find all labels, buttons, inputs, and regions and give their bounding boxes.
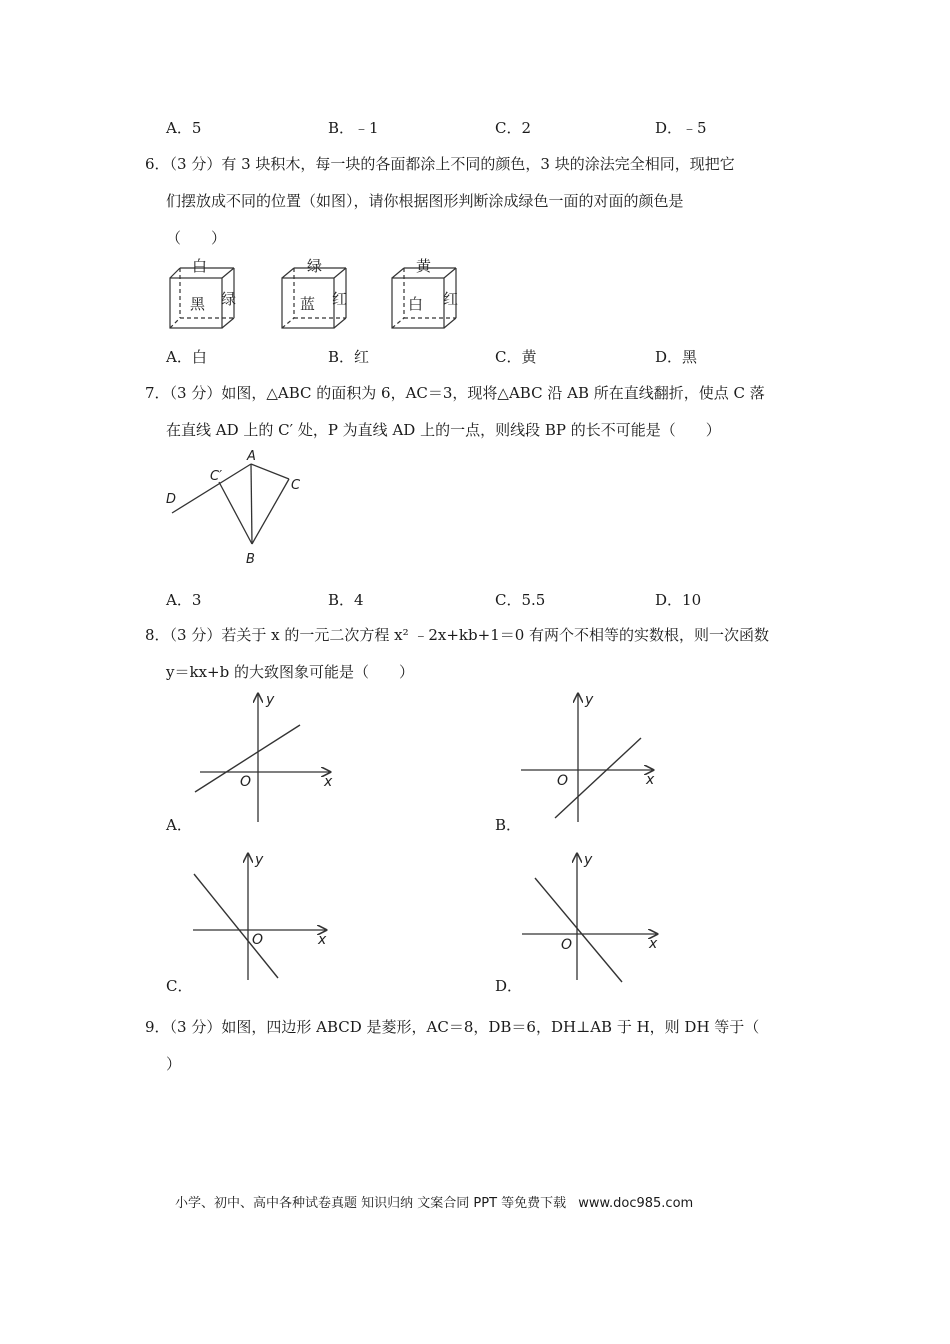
q6-stem-line3: （ ） [166, 229, 227, 247]
graph-d-y-label: y [584, 852, 593, 868]
graph-d-x-label: x [649, 936, 658, 952]
footer-text: 小学、初中、高中各种试卷真题 知识归纳 文案合同 PPT 等免费下载 [175, 1196, 567, 1211]
q8-graph-b [515, 690, 665, 826]
q5-option-d[interactable]: D．﹣5 [655, 119, 707, 137]
q8-stem-line2: y＝kx+b 的大致图象可能是（ ） [166, 663, 414, 681]
q8-stem-line1: 8．（3 分）若关于 x 的一元二次方程 x² ﹣2x+kb+1＝0 有两个不相等的实数根，则一次函数 [145, 626, 770, 644]
q5-option-b[interactable]: B．﹣1 [328, 119, 379, 137]
cube-2-side: 红 [332, 290, 348, 308]
graph-d-origin: O [561, 937, 573, 953]
q8-option-b[interactable]: B． [495, 816, 522, 834]
cube-2-front: 蓝 [300, 295, 316, 313]
q6-stem-line1: 6．（3 分）有 3 块积木，每一块的各面都涂上不同的颜色，3 块的涂法完全相同，现把它 [145, 155, 735, 173]
cube-1-top: 白 [192, 258, 208, 275]
q9-stem-line2: ） [166, 1055, 182, 1073]
graph-b-origin: O [557, 773, 569, 789]
cube-1-front: 黑 [190, 295, 206, 313]
q5-option-c[interactable]: C．2 [495, 119, 532, 137]
segment-bcprime [219, 482, 252, 544]
graph-b-x-label: x [646, 772, 655, 788]
graph-c-y-label: y [255, 852, 264, 868]
graph-b-y-label: y [585, 692, 594, 708]
graph-a-x-label: x [324, 774, 333, 790]
q8-option-a[interactable]: A． [166, 816, 192, 834]
label-c: C [291, 478, 301, 493]
footer-url[interactable]: www.doc985.com [578, 1196, 694, 1211]
q6-option-c[interactable]: C．黄 [495, 348, 537, 366]
segment-bc [252, 479, 289, 544]
q8-graph-a [190, 690, 340, 826]
graph-c-x-label: x [318, 932, 327, 948]
q7-option-b[interactable]: B．4 [328, 591, 364, 609]
q6-cubes-figure [160, 258, 480, 338]
q8-option-d[interactable]: D． [495, 977, 523, 995]
cube-3-front: 白 [408, 295, 424, 313]
graph-c-origin: O [252, 932, 264, 948]
label-a: A [247, 449, 256, 464]
q7-option-a[interactable]: A．3 [166, 591, 202, 609]
q7-option-d[interactable]: D．10 [655, 591, 702, 609]
page-footer [175, 1192, 693, 1211]
cube-3-side: 红 [443, 290, 459, 308]
q9-stem-line1: 9．（3 分）如图，四边形 ABCD 是菱形，AC＝8，DB＝6，DH⊥AB 于 H，则 DH 等于（ [145, 1018, 760, 1036]
label-b: B [246, 552, 255, 567]
segment-ac [251, 464, 289, 479]
q8-graph-d [517, 850, 667, 986]
q7-triangle-figure [160, 446, 320, 570]
q6-option-d[interactable]: D．黑 [655, 348, 698, 366]
q7-stem-line1: 7．（3 分）如图，△ABC 的面积为 6，AC＝3，现将△ABC 沿 AB 所在直线翻折，使点 C 落 [145, 384, 765, 402]
q7-stem-line2: 在直线 AD 上的 C′ 处，P 为直线 AD 上的一点，则线段 BP 的长不可能是（ ） [166, 421, 721, 439]
graph-a-y-label: y [266, 692, 275, 708]
cube-2-top: 绿 [307, 258, 323, 275]
q6-option-b[interactable]: B．红 [328, 348, 370, 366]
q7-option-c[interactable]: C．5.5 [495, 591, 546, 609]
q8-option-c[interactable]: C． [166, 977, 193, 995]
label-c-prime: C′ [210, 469, 223, 484]
segment-ab [251, 464, 252, 544]
graph-a-origin: O [240, 774, 252, 790]
q6-stem-line2: 们摆放成不同的位置（如图），请你根据图形判断涂成绿色一面的对面的颜色是 [166, 192, 684, 210]
label-d: D [166, 492, 177, 507]
cube-3-top: 黄 [416, 258, 432, 275]
cube-1-side: 绿 [221, 290, 237, 308]
q6-option-a[interactable]: A．白 [166, 348, 207, 366]
q8-graph-c [188, 850, 338, 986]
q5-option-a[interactable]: A．5 [166, 119, 202, 137]
